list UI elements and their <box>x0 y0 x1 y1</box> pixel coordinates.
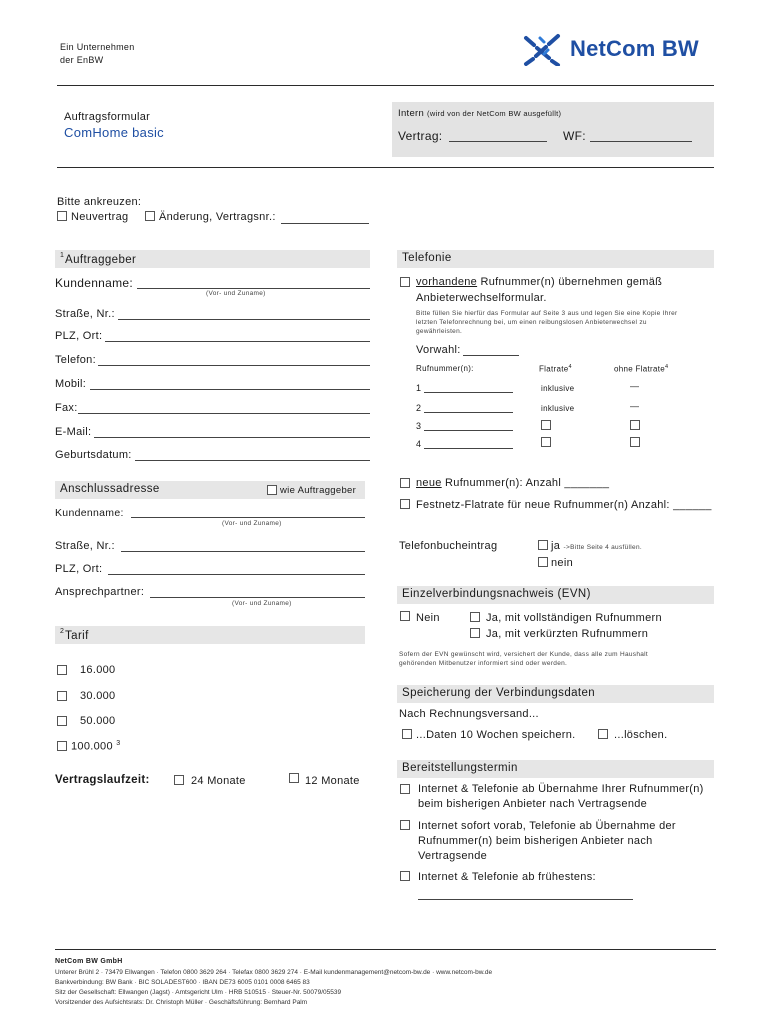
number-row-3-noflat-checkbox[interactable] <box>630 420 640 430</box>
term-12-label: 12 Monate <box>305 775 360 787</box>
number-row-1-noflat: — <box>630 381 640 391</box>
provision-opt2-line3: Vertragsende <box>418 850 488 862</box>
connection-street-label: Straße, Nr.: <box>55 540 115 552</box>
term-24-label: 24 Monate <box>191 775 246 787</box>
existing-number-checkbox[interactable] <box>400 277 410 287</box>
same-as-client-checkbox[interactable] <box>267 485 277 495</box>
tarif-100000-checkbox[interactable] <box>57 741 67 751</box>
tarif-header <box>55 626 365 644</box>
storage-title: Speicherung der Verbindungsdaten <box>402 687 596 699</box>
tarif-100000-label <box>71 740 120 753</box>
provision-opt2-line2: Rufnummer(n) beim bisherigen Anbieter nach <box>418 835 653 847</box>
existing-underlined: vorhandene <box>416 276 478 288</box>
provision-opt2-line1: Internet sofort vorab, Telefonie ab Übernahme der <box>418 820 676 832</box>
provision-header <box>397 760 714 778</box>
flat-column-text: Flatrate <box>539 364 569 374</box>
anschluss-header <box>55 481 365 499</box>
new-number-label <box>416 477 609 489</box>
tarif-sup: 2 <box>60 628 65 635</box>
birthdate-field[interactable] <box>135 460 370 461</box>
phonebook-no-label: nein <box>551 557 573 569</box>
netcom-logo-text: NetCom BW <box>570 36 699 61</box>
new-contract-label: Neuvertrag <box>71 211 129 223</box>
mobile-field[interactable] <box>90 389 370 390</box>
intern-label-text: Intern <box>398 108 425 119</box>
number-row-3-index: 3 <box>416 421 422 431</box>
flat-new-label: Festnetz-Flatrate für neue Rufnummer(n) Anzahl: ______ <box>416 499 712 511</box>
evn-no-checkbox[interactable] <box>400 611 410 621</box>
storage-keep-label: ...Daten 10 Wochen speichern. <box>416 729 576 741</box>
intern-note: (wird von der NetCom BW ausgefüllt) <box>427 109 562 118</box>
customer-name-field[interactable] <box>137 288 370 289</box>
footer-line4: Vorsitzender des Aufsichtsrats: Dr. Christoph Müller · Geschäftsführung: Bernhard Palm <box>55 999 308 1006</box>
street-field[interactable] <box>118 319 370 320</box>
auftraggeber-sup: 1 <box>60 252 65 259</box>
storage-delete-checkbox[interactable] <box>598 729 608 739</box>
telefonie-header <box>397 250 714 268</box>
evn-full-label: Ja, mit vollständigen Rufnummern <box>486 612 662 624</box>
existing-number-label <box>416 276 662 288</box>
evn-header <box>397 586 714 604</box>
vorwahl-label: Vorwahl: <box>416 344 461 356</box>
footer-divider <box>55 949 716 950</box>
evn-title: Einzelverbindungsnachweis (EVN) <box>402 588 591 600</box>
term-12-checkbox[interactable] <box>289 773 299 783</box>
provision-opt1-line1: Internet & Telefonie ab Übernahme Ihrer Rufnummer(n) <box>418 783 704 795</box>
storage-header <box>397 685 714 703</box>
telefonie-title: Telefonie <box>402 252 452 264</box>
mobile-label: Mobil: <box>55 378 87 390</box>
contact-hint: (Vor- und Zuname) <box>232 600 292 607</box>
storage-intro: Nach Rechnungsversand... <box>399 708 539 720</box>
evn-full-checkbox[interactable] <box>470 612 480 622</box>
number-row-2-index: 2 <box>416 403 422 413</box>
number-row-2-field[interactable] <box>424 412 513 413</box>
netcom-logo-icon <box>522 32 564 66</box>
connection-city-label: PLZ, Ort: <box>55 563 103 575</box>
phonebook-yes-label <box>551 540 642 552</box>
number-row-2-flat: inklusive <box>541 404 575 413</box>
evn-note-line2: gehörenden Mitbenutzer informiert sind oder werden. <box>399 660 568 667</box>
number-row-1-field[interactable] <box>424 392 513 393</box>
tarif-100000-sup: 3 <box>116 740 121 747</box>
flat-column-header <box>539 364 572 374</box>
storage-delete-label: ...löschen. <box>614 729 668 741</box>
wf-label: WF: <box>563 129 586 143</box>
term-24-checkbox[interactable] <box>174 775 184 785</box>
number-row-2-noflat: — <box>630 401 640 411</box>
birthdate-label: Geburtsdatum: <box>55 449 132 461</box>
tarif-16000-label: 16.000 <box>80 664 116 676</box>
intern-label <box>398 108 561 119</box>
phone-label: Telefon: <box>55 354 96 366</box>
email-field[interactable] <box>94 437 370 438</box>
new-number-checkbox[interactable] <box>400 478 410 488</box>
existing-rest: Rufnummer(n) übernehmen gemäß <box>477 276 663 288</box>
product-title: ComHome basic <box>64 125 164 140</box>
number-row-4-noflat-checkbox[interactable] <box>630 437 640 447</box>
email-label: E-Mail: <box>55 426 92 438</box>
footer-line1: Unterer Brühl 2 · 73479 Ellwangen · Telefon 0800 3629 264 · Telefax 0800 3629 274 · E-Mail kundenmanagement@netcom-bw.de · www.netcom-bw.de <box>55 969 493 976</box>
phonebook-yes-checkbox[interactable] <box>538 540 548 550</box>
customer-name-hint: (Vor- und Zuname) <box>206 290 266 297</box>
number-row-3-field[interactable] <box>424 430 513 431</box>
contract-number-field[interactable] <box>281 223 369 224</box>
number-row-1-index: 1 <box>416 383 422 393</box>
contact-label: Ansprechpartner: <box>55 586 145 598</box>
wf-field[interactable] <box>590 141 692 142</box>
provision-opt3-label: Internet & Telefonie ab frühestens: <box>418 871 596 883</box>
existing-note-line1: Bitte füllen Sie hierfür das Formular auf Seite 3 aus und legen Sie eine Kopie Ihrer <box>416 310 678 317</box>
storage-keep-checkbox[interactable] <box>402 729 412 739</box>
customer-name-label: Kundenname: <box>55 276 134 290</box>
fax-field[interactable] <box>78 413 370 414</box>
tarif-50000-checkbox[interactable] <box>57 716 67 726</box>
header-divider <box>57 85 714 86</box>
tarif-50000-label: 50.000 <box>80 715 116 727</box>
street-label: Straße, Nr.: <box>55 308 115 320</box>
phonebook-yes-text: ja <box>551 540 561 552</box>
number-row-4-index: 4 <box>416 439 422 449</box>
number-column-header: Rufnummer(n): <box>416 364 474 373</box>
term-label: Vertragslaufzeit: <box>55 774 150 786</box>
evn-note-line1: Sofern der EVN gewünscht wird, versichert der Kunde, dass alle zum Haushalt <box>399 651 649 658</box>
intro-divider <box>57 167 714 168</box>
city-field[interactable] <box>105 341 370 342</box>
same-as-client-label: wie Auftraggeber <box>280 485 357 496</box>
phonebook-no-checkbox[interactable] <box>538 557 548 567</box>
contract-label: Vertrag: <box>398 129 443 143</box>
number-row-4-flat-checkbox[interactable] <box>541 437 551 447</box>
flat-new-checkbox[interactable] <box>400 499 410 509</box>
tarif-30000-label: 30.000 <box>80 690 116 702</box>
fax-label: Fax: <box>55 402 78 414</box>
noflat-column-header <box>614 364 668 374</box>
existing-note-line3: gewährleisten. <box>416 328 463 335</box>
new-number-underlined: neue <box>416 477 442 489</box>
footer-line3: Sitz der Gesellschaft: Ellwangen (Jagst) · Amtsgericht Ulm · HRB 510515 · Steuer-Nr. 50079/05539 <box>55 989 342 996</box>
existing-number-label-line2: Anbieterwechselformular. <box>416 292 547 304</box>
check-prompt: Bitte ankreuzen: <box>57 196 142 208</box>
number-row-1-flat: inklusive <box>541 384 575 393</box>
tarif-title: Tarif <box>65 630 89 642</box>
provision-date-field[interactable] <box>418 899 633 900</box>
contact-field[interactable] <box>150 597 365 598</box>
evn-no-label: Nein <box>416 612 440 624</box>
number-row-3-flat-checkbox[interactable] <box>541 420 551 430</box>
footer-line2: Bankverbindung: BW Bank · BIC SOLADEST600 · IBAN DE73 6005 0101 0008 6465 83 <box>55 979 310 986</box>
parent-company-line1: Ein Unternehmen <box>60 42 135 52</box>
tarif-30000-checkbox[interactable] <box>57 691 67 701</box>
auftraggeber-title: Auftraggeber <box>65 254 137 266</box>
contract-field[interactable] <box>449 141 547 142</box>
noflat-column-sup: 4 <box>665 364 669 370</box>
new-contract-checkbox[interactable] <box>57 211 67 221</box>
parent-company-line2: der EnBW <box>60 55 104 65</box>
vorwahl-field[interactable] <box>463 355 519 356</box>
phonebook-label: Telefonbucheintrag <box>399 540 498 552</box>
existing-note-line2: letzten Telefonrechnung bei, um einen reibungslosen Anbieterwechsel zu <box>416 319 647 326</box>
city-label: PLZ, Ort: <box>55 330 103 342</box>
evn-short-checkbox[interactable] <box>470 628 480 638</box>
provision-title: Bereitstellungstermin <box>402 762 518 774</box>
auftraggeber-header <box>55 250 370 268</box>
tarif-100000-value: 100.000 <box>71 740 113 753</box>
provision-opt1-line2: beim bisherigen Anbieter nach Vertragsende <box>418 798 648 810</box>
provision-opt1-checkbox[interactable] <box>400 784 410 794</box>
change-contract-label: Änderung, Vertragsnr.: <box>159 211 276 223</box>
evn-short-label: Ja, mit verkürzten Rufnummern <box>486 628 649 640</box>
new-number-rest: Rufnummer(n): Anzahl _______ <box>441 477 610 489</box>
change-contract-checkbox[interactable] <box>145 211 155 221</box>
provision-opt2-checkbox[interactable] <box>400 820 410 830</box>
intern-box <box>392 102 714 157</box>
connection-name-field[interactable] <box>131 517 365 518</box>
flat-column-sup: 4 <box>568 364 572 370</box>
anschluss-title: Anschlussadresse <box>60 483 160 495</box>
tarif-16000-checkbox[interactable] <box>57 665 67 675</box>
phone-field[interactable] <box>98 365 370 366</box>
connection-city-field[interactable] <box>108 574 365 575</box>
phonebook-yes-note: ->Bitte Seite 4 ausfüllen. <box>563 544 642 551</box>
noflat-column-text: ohne Flatrate <box>614 364 666 374</box>
number-row-4-field[interactable] <box>424 448 513 449</box>
provision-opt3-checkbox[interactable] <box>400 871 410 881</box>
connection-street-field[interactable] <box>121 551 365 552</box>
footer-company: NetCom BW GmbH <box>55 958 123 965</box>
connection-name-hint: (Vor- und Zuname) <box>222 520 282 527</box>
form-title: Auftragsformular <box>64 111 151 123</box>
connection-name-label: Kundenname: <box>55 507 124 519</box>
